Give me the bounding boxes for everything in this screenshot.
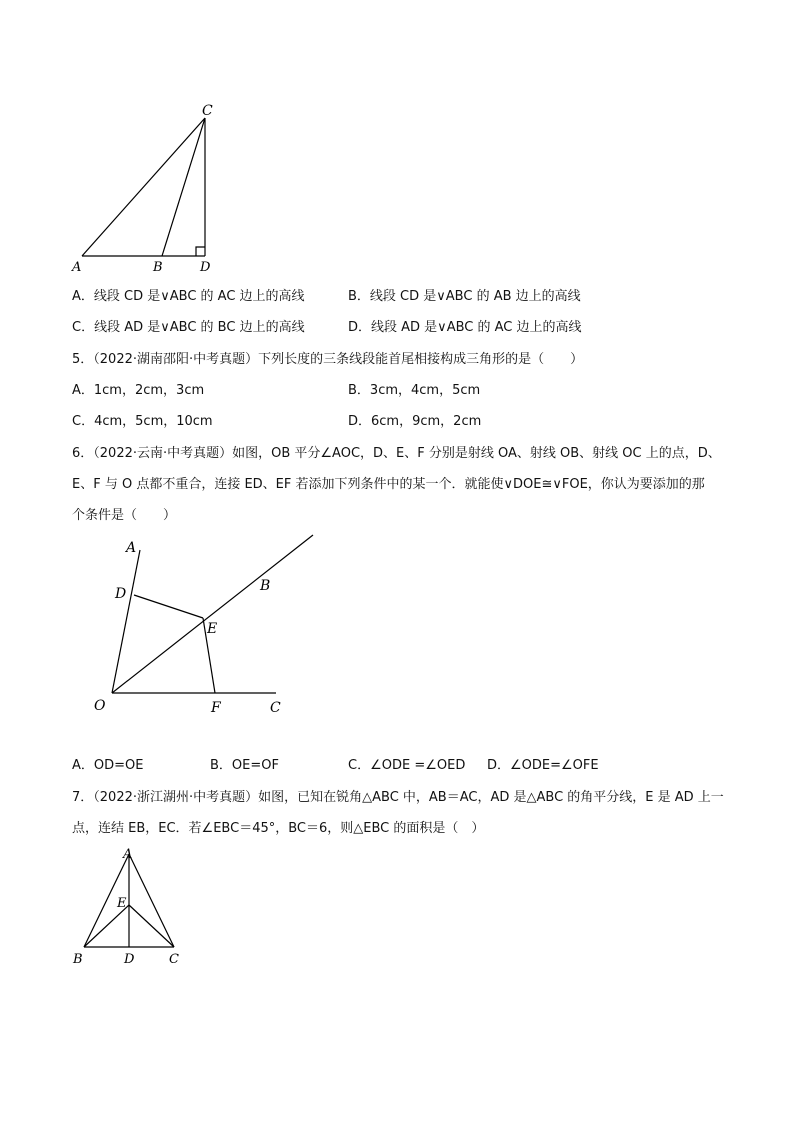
- label-e: E: [207, 621, 218, 637]
- q4-option-c: C．线段 AD 是∨ABC 的 BC 边上的高线: [72, 320, 305, 335]
- label-c: C: [169, 952, 179, 967]
- q7-stem-line1: 7．（2022·浙江湖州·中考真题）如图，已知在锐角△ABC 中，AB＝AC，AD 是△ABC 的角平分线，E 是 AD 上一: [72, 790, 724, 805]
- segment-ac: [129, 854, 174, 947]
- label-d: D: [124, 952, 135, 967]
- q7-figure: [70, 843, 190, 968]
- label-c: C: [202, 103, 213, 119]
- label-c: C: [270, 700, 281, 716]
- label-b: B: [153, 260, 163, 275]
- segment-eb: [84, 905, 129, 947]
- q4-figure: [60, 100, 230, 280]
- q4-option-a: A．线段 CD 是∨ABC 的 AC 边上的高线: [72, 289, 305, 304]
- q6-option-c: C．∠ODE =∠OED: [348, 758, 466, 773]
- label-f: F: [211, 700, 221, 716]
- label-o: O: [94, 698, 106, 714]
- q5-option-c: C．4cm，5cm，10cm: [72, 414, 213, 429]
- q5-option-a: A．1cm，2cm，3cm: [72, 383, 205, 398]
- label-b: B: [73, 952, 83, 967]
- ray-ob: [112, 535, 313, 693]
- segment-ac: [82, 118, 205, 256]
- ray-oa: [112, 550, 140, 693]
- q5-option-d: D．6cm，9cm，2cm: [348, 414, 482, 429]
- q4-option-b: B．线段 CD 是∨ABC 的 AB 边上的高线: [348, 289, 581, 304]
- segment-de: [134, 595, 203, 618]
- q6-stem-line2: E、F 与 O 点都不重合，连接 ED、EF 若添加下列条件中的某一个．就能使∨DOE≅∨FOE，你认为要添加的那: [72, 477, 705, 492]
- label-a: A: [126, 540, 137, 556]
- q6-stem-line3: 个条件是（ ）: [72, 508, 177, 523]
- label-d: D: [115, 586, 127, 602]
- q6-stem-line1: 6．（2022·云南·中考真题）如图，OB 平分∠AOC，D、E、F 分别是射线 OA、射线 OB、射线 OC 上的点，D、: [72, 446, 721, 461]
- q6-option-d: D．∠ODE=∠OFE: [487, 758, 599, 773]
- label-b: B: [260, 578, 271, 594]
- right-angle-mark: [196, 247, 205, 256]
- q6-figure: [90, 530, 330, 720]
- q4-option-d: D．线段 AD 是∨ABC 的 AC 边上的高线: [348, 320, 582, 335]
- q7-stem-line2: 点，连结 EB，EC．若∠EBC＝45°，BC＝6，则△EBC 的面积是（ ）: [72, 821, 485, 836]
- q5-option-b: B．3cm，4cm，5cm: [348, 383, 481, 398]
- label-a: A: [123, 847, 133, 862]
- segment-ec: [129, 905, 174, 947]
- label-d: D: [200, 260, 211, 275]
- q6-option-a: A．OD=OE: [72, 758, 144, 773]
- q6-option-b: B．OE=OF: [210, 758, 279, 773]
- q5-stem: 5．（2022·湖南邵阳·中考真题）下列长度的三条线段能首尾相接构成三角形的是（ ）: [72, 352, 584, 367]
- label-a: A: [72, 260, 82, 275]
- segment-cb: [162, 118, 205, 256]
- label-e: E: [117, 896, 127, 911]
